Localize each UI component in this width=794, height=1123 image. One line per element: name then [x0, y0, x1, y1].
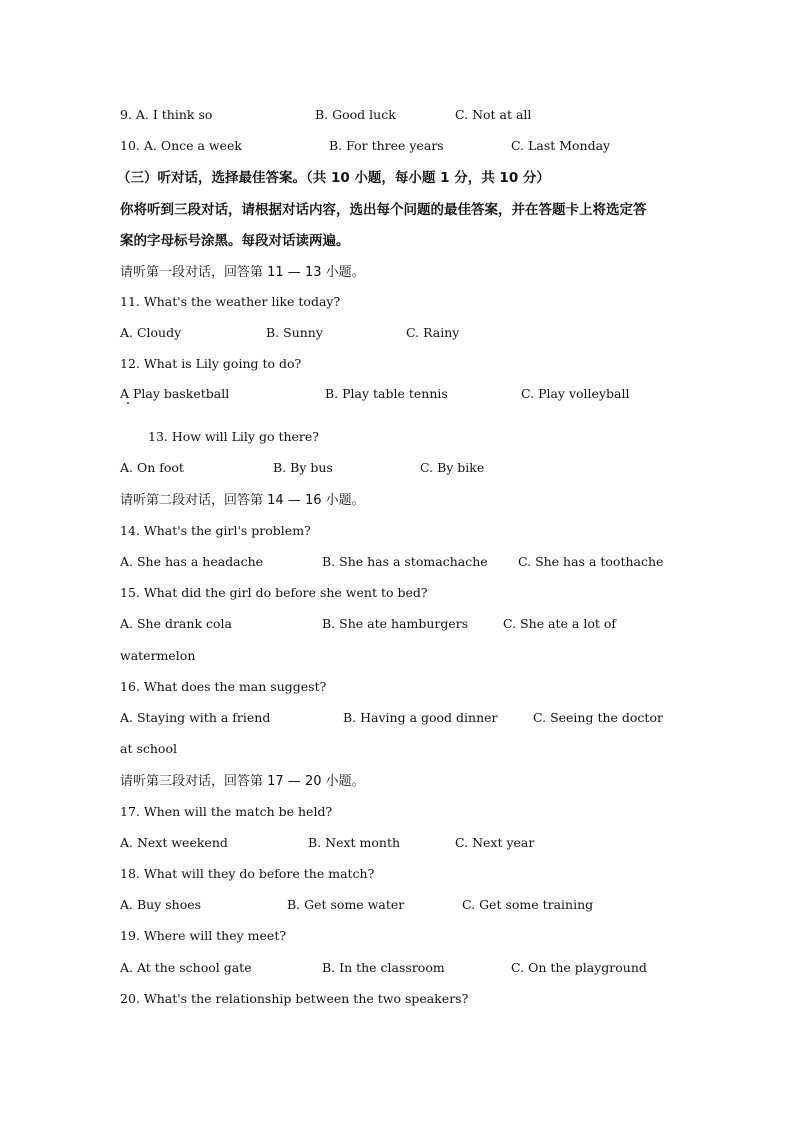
q17-question: 17. When will the match be held? — [120, 804, 333, 819]
q15-option-c-continued: watermelon — [120, 648, 196, 663]
dialog2-prompt: 请听第二段对话，回答第 14 — 16 小题。 — [120, 493, 365, 508]
q16-option-a: A. Staying with a friend — [120, 710, 271, 725]
q9-option-b: B. Good luck — [315, 107, 396, 122]
q12-option-b: B. Play table tennis — [325, 386, 448, 401]
q18-question: 18. What will they do before the match? — [120, 866, 375, 881]
q17-option-b: B. Next month — [308, 835, 401, 850]
q18-option-c: C. Get some training — [462, 897, 594, 912]
q19-option-c: C. On the playground — [511, 960, 647, 975]
q14-option-c: C. She has a toothache — [518, 554, 664, 569]
q9-option-a: 9. A. I think so — [120, 107, 213, 122]
dialog1-prompt: 请听第一段对话，回答第 11 — 13 小题。 — [120, 265, 365, 280]
stray-dot — [127, 402, 129, 404]
section-heading: （三）听对话，选择最佳答案。（共 10 小题，每小题 1 分，共 10 分） — [117, 170, 550, 186]
q16-option-b: B. Having a good dinner — [343, 710, 498, 725]
q14-question: 14. What's the girl's problem? — [120, 523, 311, 538]
q16-option-c: C. Seeing the doctor — [533, 710, 663, 725]
dialog3-prompt: 请听第三段对话，回答第 17 — 20 小题。 — [120, 774, 365, 789]
q15-option-a: A. She drank cola — [120, 616, 232, 631]
q13-option-b: B. By bus — [273, 460, 333, 475]
q10-option-c: C. Last Monday — [511, 138, 611, 153]
q18-option-b: B. Get some water — [287, 897, 405, 912]
q11-option-a: A. Cloudy — [120, 325, 182, 340]
q19-option-a: A. At the school gate — [120, 960, 252, 975]
q15-option-c: C. She ate a lot of — [503, 616, 616, 631]
section-instruction-line1: 你将听到三段对话，请根据对话内容，选出每个问题的最佳答案，并在答题卡上将选定答 — [120, 202, 647, 218]
q12-question: 12. What is Lily going to do? — [120, 356, 302, 371]
q20-question: 20. What's the relationship between the two speakers? — [120, 991, 469, 1006]
q16-option-c-continued: at school — [120, 741, 177, 756]
q11-option-c: C. Rainy — [406, 325, 460, 340]
q16-question: 16. What does the man suggest? — [120, 679, 327, 694]
q12-option-c: C. Play volleyball — [521, 386, 630, 401]
section-instruction-line2: 案的字母标号涂黑。每段对话读两遍。 — [120, 233, 350, 249]
q18-option-a: A. Buy shoes — [120, 897, 202, 912]
q11-option-b: B. Sunny — [266, 325, 323, 340]
q10-option-b: B. For three years — [329, 138, 444, 153]
q15-option-b: B. She ate hamburgers — [322, 616, 469, 631]
q17-option-a: A. Next weekend — [120, 835, 228, 850]
q14-option-a: A. She has a headache — [120, 554, 264, 569]
q15-question: 15. What did the girl do before she went to bed? — [120, 585, 428, 600]
q17-option-c: C. Next year — [455, 835, 535, 850]
q13-question: 13. How will Lily go there? — [148, 429, 319, 444]
q9-option-c: C. Not at all — [455, 107, 532, 122]
q19-option-b: B. In the classroom — [322, 960, 445, 975]
q12-option-a: A Play basketball — [120, 386, 230, 401]
q14-option-b: B. She has a stomachache — [322, 554, 488, 569]
q13-option-a: A. On foot — [120, 460, 184, 475]
q13-option-c: C. By bike — [420, 460, 485, 475]
q10-option-a: 10. A. Once a week — [120, 138, 242, 153]
q11-question: 11. What's the weather like today? — [120, 294, 341, 309]
q19-question: 19. Where will they meet? — [120, 928, 287, 943]
